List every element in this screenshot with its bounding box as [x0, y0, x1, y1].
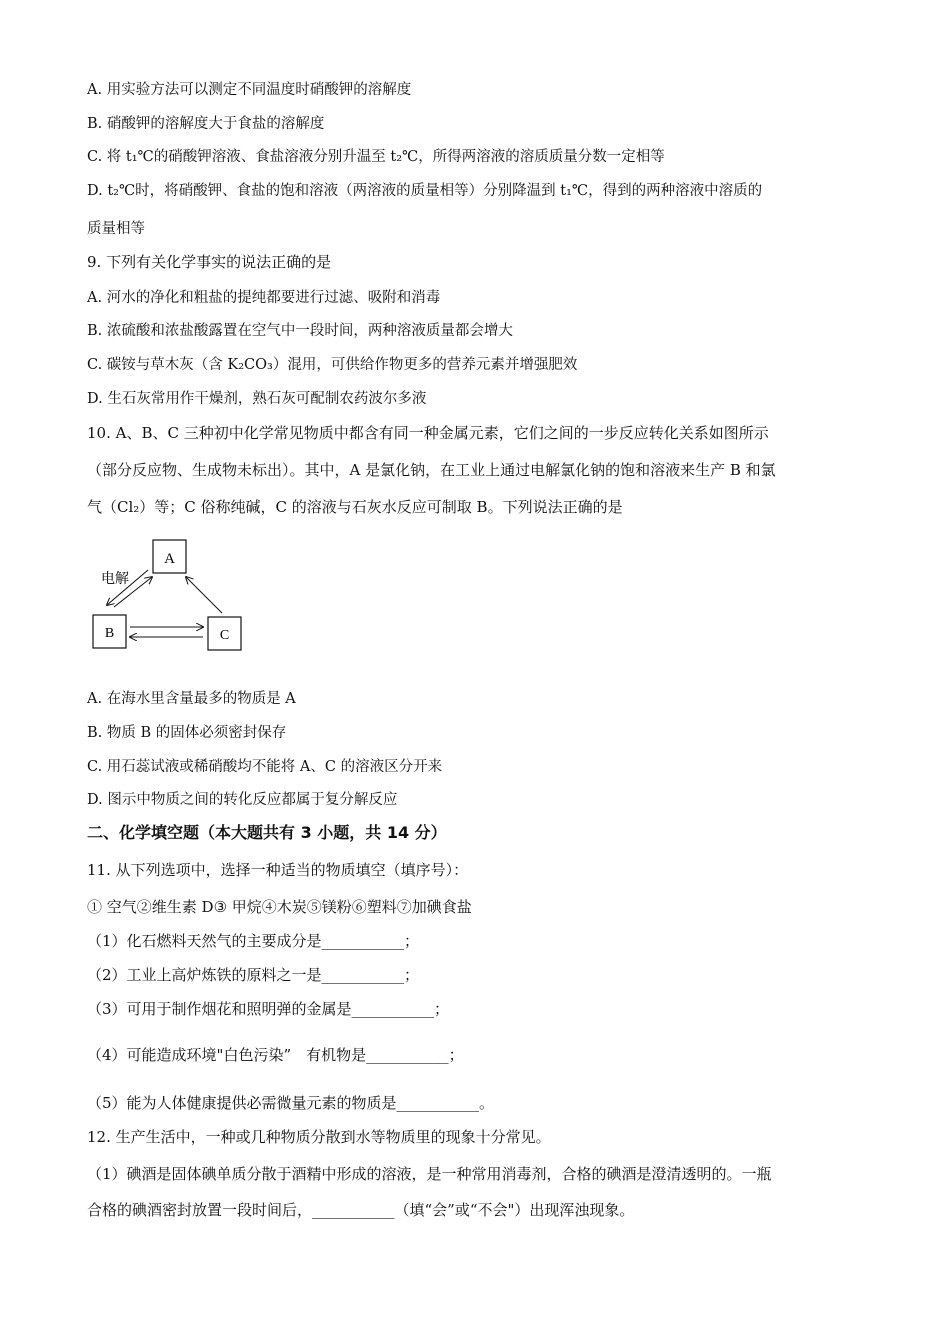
q11-part-4: （4）可能造成环境"白色污染” 有机物是___________； — [87, 1046, 464, 1064]
q8-option-a: A. 用实验方法可以测定不同温度时硝酸钾的溶解度 — [87, 82, 412, 98]
node-c-label: C — [219, 628, 230, 643]
q11-choices: ① 空气②维生素 D③ 甲烷④木炭⑤镁粉⑥塑料⑦加碘食盐 — [87, 898, 472, 916]
q9-option-b: B. 浓硫酸和浓盐酸露置在空气中一段时间，两种溶液质量都会增大 — [87, 323, 513, 339]
q12-part-1-line1: （1）碘酒是固体碘单质分散于酒精中形成的溶液，是一种常用消毒剂，合格的碘酒是澄清透明的。一瓶 — [87, 1165, 772, 1183]
q10-option-b: B. 物质 B 的固体必须密封保存 — [87, 725, 287, 741]
q12-part-1-line2: 合格的碘酒密封放置一段时间后，___________（填“会”或“不会"）出现浑浊现象。 — [87, 1201, 635, 1219]
q12-stem: 12. 生产生活中，一种或几种物质分散到水等物质里的现象十分常见。 — [87, 1128, 551, 1146]
q11-stem: 11. 从下列选项中，选择一种适当的物质填空（填序号）： — [87, 861, 469, 879]
node-b-label: B — [104, 626, 115, 641]
q8-option-b: B. 硝酸钾的溶解度大于食盐的溶解度 — [87, 116, 325, 132]
q10-option-d: D. 图示中物质之间的转化反应都属于复分解反应 — [87, 792, 398, 808]
q9-option-d: D. 生石灰常用作干燥剂，熟石灰可配制农药波尔多液 — [87, 391, 427, 407]
q10-option-a: A. 在海水里含量最多的物质是 A — [87, 691, 296, 707]
q11-part-1: （1）化石燃料天然气的主要成分是___________； — [87, 932, 420, 950]
q8-option-c: C. 将 t₁℃的硝酸钾溶液、食盐溶液分别升温至 t₂℃，所得两溶液的溶质质量分数一定相等 — [87, 149, 665, 165]
q8-option-d-line1: D. t₂℃时，将硝酸钾、食盐的饱和溶液（两溶液的质量相等）分别降温到 t₁℃，得到的两种溶液中溶质的 — [87, 183, 763, 199]
q9-stem: 9. 下列有关化学事实的说法正确的是 — [87, 253, 332, 271]
q10-stem-line1: 10. A、B、C 三种初中化学常见物质中都含有同一种金属元素，它们之间的一步反应转化关系如图所示 — [87, 424, 769, 442]
electrolysis-label: 电解 — [101, 571, 129, 587]
q9-option-a: A. 河水的净化和粗盐的提纯都要进行过滤、吸附和消毒 — [87, 290, 441, 306]
arrow-c-to-a — [186, 577, 222, 613]
q10-stem-line2: （部分反应物、生成物未标出）。其中，A 是氯化钠，在工业上通过电解氯化钠的饱和溶液来生产 B 和氯 — [87, 461, 776, 479]
q11-part-2: （2）工业上高炉炼铁的原料之一是___________； — [87, 966, 420, 984]
q8-option-d-line2: 质量相等 — [87, 221, 145, 237]
node-a-label: A — [164, 551, 175, 567]
q10-option-c: C. 用石蕊试液或稀硝酸均不能将 A、C 的溶液区分开来 — [87, 759, 443, 775]
reaction-diagram — [90, 535, 255, 660]
q11-part-5: （5）能为人体健康提供必需微量元素的物质是___________。 — [87, 1094, 495, 1112]
q9-option-c: C. 碳铵与草木灰（含 K₂CO₃）混用，可供给作物更多的营养元素并增强肥效 — [87, 357, 578, 373]
q10-stem-line3: 气（Cl₂）等；C 俗称纯碱，C 的溶液与石灰水反应可制取 B。下列说法正确的是 — [87, 498, 623, 516]
section-2-title: 二、化学填空题（本大题共有 3 小题，共 14 分） — [87, 823, 447, 842]
q11-part-3: （3）可用于制作烟花和照明弹的金属是___________； — [87, 1000, 450, 1018]
